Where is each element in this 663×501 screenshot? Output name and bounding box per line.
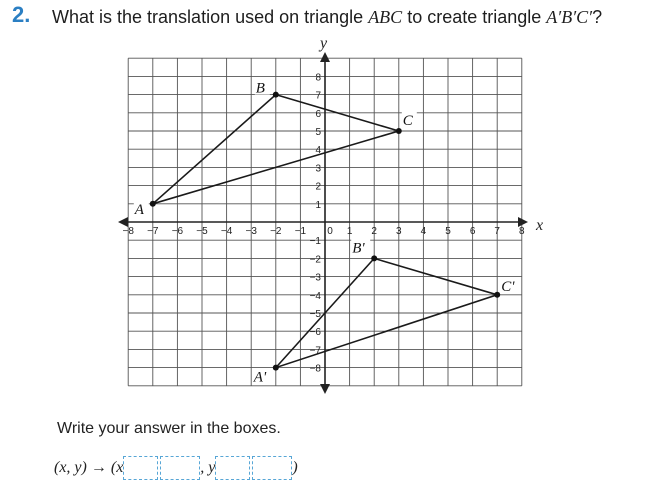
x-tick-label: 4 xyxy=(420,226,427,237)
x-tick-label: 1 xyxy=(346,226,353,237)
answer-suffix: ) xyxy=(292,459,298,476)
question-text-start: What is the translation used on triangle xyxy=(52,7,369,27)
y-tick-label: −5 xyxy=(309,309,321,320)
x-tick-label: 7 xyxy=(494,226,500,237)
axes xyxy=(118,35,543,394)
y-tick-label: −1 xyxy=(309,236,321,248)
y-tick-label: −7 xyxy=(309,345,321,357)
triangle-a-prime-b-prime-c-prime-vertex-point xyxy=(494,292,500,298)
triangle-abc-vertex-point xyxy=(396,128,402,134)
x-tick-label: −5 xyxy=(196,226,208,237)
question-text-end: ? xyxy=(592,7,603,27)
y-tick-label: −2 xyxy=(309,254,321,266)
y-tick-label: 3 xyxy=(315,163,321,175)
y-tick-label: 8 xyxy=(315,72,321,84)
x-tick-label: −6 xyxy=(171,226,184,237)
triangle-original-name: ABC xyxy=(368,7,403,27)
answer-prefix: (x, y) → (x xyxy=(54,459,124,476)
y-tick-label: −4 xyxy=(309,290,321,302)
x-tick-label: 2 xyxy=(371,226,377,237)
y-tick-label: −3 xyxy=(309,272,321,284)
x-tick-label: 5 xyxy=(445,226,451,237)
x-tick-label: −2 xyxy=(270,226,282,237)
tick-labels xyxy=(122,72,525,374)
triangle-a-prime-b-prime-c-prime-vertex-label: A' xyxy=(253,369,267,386)
x-tick-label: 6 xyxy=(469,226,476,237)
triangle-image-name: A′B′C′ xyxy=(546,7,593,27)
x-tick-label: −8 xyxy=(122,226,134,237)
triangle-a-prime-b-prime-c-prime-vertex-label: C' xyxy=(501,278,515,295)
triangle-abc-vertex-point xyxy=(150,201,156,207)
y-tick-label: −8 xyxy=(309,363,321,375)
x-axis-label: x xyxy=(536,217,544,234)
x-tick-label: 0 xyxy=(327,226,333,237)
answer-separator: , y xyxy=(200,459,216,476)
triangle-abc-vertex-point xyxy=(273,92,279,98)
triangle-abc-vertex-label: B xyxy=(255,80,265,97)
y-tick-label: 2 xyxy=(315,181,321,193)
y-axis-arrow-up xyxy=(320,52,330,62)
x-tick-label: 8 xyxy=(519,226,525,237)
triangle-a-prime-b-prime-c-prime-vertex-point xyxy=(371,255,377,261)
y-tick-label: 4 xyxy=(315,145,321,157)
y-tick-label: −6 xyxy=(309,327,321,339)
question-number: 2. xyxy=(12,2,31,27)
instruction-text: Write your answer in the boxes. xyxy=(57,420,281,437)
x-tick-label: −4 xyxy=(220,226,233,237)
triangle-abc-vertex-label: A xyxy=(134,201,144,218)
y-tick-label: 1 xyxy=(315,199,321,211)
x-tick-label: 3 xyxy=(396,226,402,237)
x-tick-label: −7 xyxy=(147,226,159,237)
x-tick-label: −3 xyxy=(245,226,257,237)
triangle-abc-vertex-label: C xyxy=(402,113,413,129)
answer-box-y-value[interactable] xyxy=(252,456,292,480)
x-tick-label: −1 xyxy=(294,226,307,237)
y-tick-label: 7 xyxy=(315,90,321,102)
answer-box-x-value[interactable] xyxy=(160,456,200,480)
question-text-middle: to create triangle xyxy=(402,7,547,27)
triangle-a-prime-b-prime-c-prime-vertex-label: B' xyxy=(352,240,365,257)
answer-row xyxy=(54,455,298,481)
triangle-a-prime-b-prime-c-prime-vertex-point xyxy=(273,365,279,371)
answer-box-x-sign[interactable] xyxy=(123,456,158,480)
y-tick-label: 6 xyxy=(315,108,321,120)
y-axis-arrow-down xyxy=(320,384,330,394)
y-tick-label: 5 xyxy=(315,127,321,138)
answer-box-y-sign[interactable] xyxy=(215,456,250,480)
y-axis-label: y xyxy=(320,35,328,52)
